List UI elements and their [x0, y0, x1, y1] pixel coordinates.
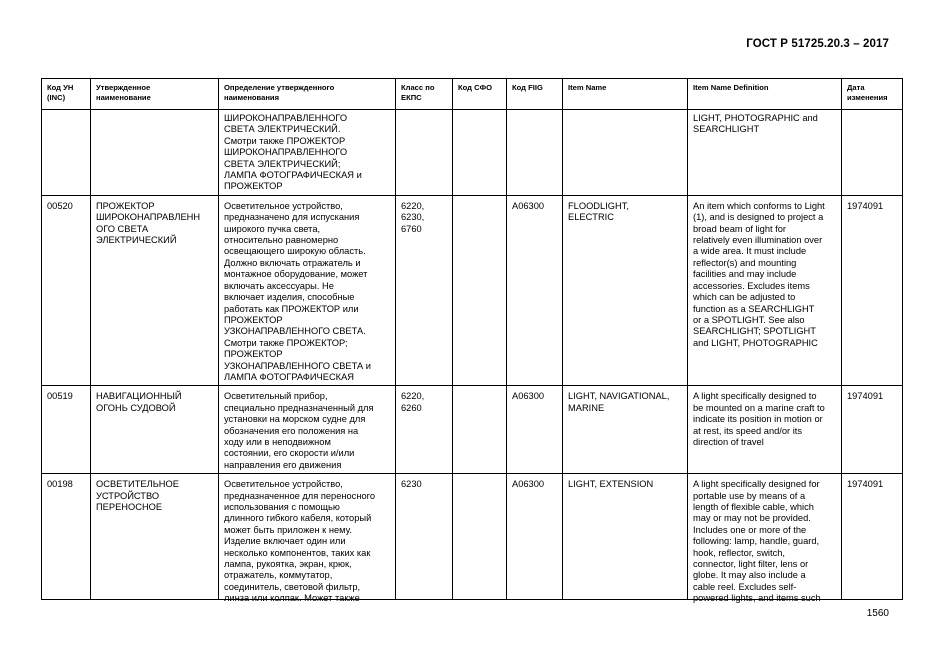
- col-ekps-class-cell: [396, 474, 453, 600]
- header-text: Код FIIG: [512, 83, 543, 92]
- header-text: Дата: [847, 83, 865, 92]
- cell-text: ОГО СВЕТА: [96, 223, 149, 234]
- col-sfo-code-cell: [453, 110, 507, 196]
- cell-text: освещающего широкую область.: [224, 246, 366, 257]
- cell-text: LIGHT, EXTENSION: [568, 479, 654, 490]
- cell-text: may or may not be provided.: [693, 513, 811, 524]
- cell-text: ОГОНЬ СУДОВОЙ: [96, 402, 176, 413]
- cell-text: portable use by means of a: [693, 490, 806, 501]
- col-item-name-header: [563, 79, 688, 110]
- col-inc-code-cell: [42, 110, 91, 196]
- cell-text: A06300: [512, 479, 545, 490]
- cell-text: which can be adjusted to: [693, 292, 796, 303]
- cell-text: relatively even illumination over: [693, 235, 823, 246]
- col-approved-name-header: [91, 79, 219, 110]
- cell-text: accessories. Excludes items: [693, 280, 810, 291]
- cell-text: length of flexible cable, which: [693, 502, 814, 512]
- document-header: ГОСТ Р 51725.20.3 – 2017: [746, 38, 889, 50]
- col-change-date-cell: [842, 474, 903, 600]
- cell-text: a wide area. It must include: [693, 246, 807, 257]
- col-approved-name-cell: [91, 386, 219, 474]
- cell-text: установки на морском судне для: [224, 414, 366, 425]
- col-item-definition-cell: [688, 474, 842, 604]
- col-inc-code-cell: [42, 474, 91, 600]
- col-item-name-cell: [563, 110, 688, 196]
- cell-text: ПРОЖЕКТОР: [224, 181, 283, 192]
- cell-text: reflector(s) and mounting: [693, 257, 797, 268]
- col-change-date-cell: [842, 195, 903, 386]
- col-fiig-code-cell: [507, 386, 563, 474]
- table-body: [42, 110, 903, 604]
- col-fiig-code-header: [507, 79, 563, 110]
- col-inc-code-header: [42, 79, 91, 110]
- cell-text: ПЕРЕНОСНОЕ: [96, 502, 163, 512]
- cell-text: отражатель, коммутатор,: [224, 570, 333, 581]
- cell-text: ЛАМПА ФОТОГРАФИЧЕСКАЯ: [224, 371, 355, 382]
- header-text: Item Name Definition: [693, 83, 769, 92]
- cell-text: or a SPOTLIGHT. See also: [693, 314, 805, 325]
- cell-text: Смотри также ПРОЖЕКТОР: [224, 135, 346, 146]
- cell-text: connector, light filter, lens or: [693, 559, 809, 570]
- cell-text: 6230,: [401, 212, 425, 223]
- cell-text: FLOODLIGHT,: [568, 200, 629, 211]
- col-ekps-class-cell: [396, 110, 453, 196]
- cell-text: широкого пучка света,: [224, 223, 321, 234]
- col-sfo-code-cell: [453, 474, 507, 600]
- cell-text: 6220,: [401, 391, 425, 402]
- cell-text: лампа, рукоятка, экран, крюк,: [224, 559, 352, 570]
- col-approved-name-cell: [91, 195, 219, 386]
- table-row: [42, 474, 903, 600]
- col-item-definition-cell: [688, 195, 842, 386]
- header-text: Утвержденное: [96, 83, 151, 92]
- cell-text: включать аксессуары. Не: [224, 280, 334, 291]
- col-change-date-cell: [842, 110, 903, 196]
- col-item-name-cell: [563, 386, 688, 474]
- table-row: [42, 110, 903, 196]
- col-fiig-code-cell: [507, 110, 563, 196]
- cell-text: A light specifically designed for: [693, 479, 820, 490]
- cell-text: A06300: [512, 391, 545, 402]
- cell-text: включает изделия, способные: [224, 292, 355, 303]
- cell-text: Изделие включает один или: [224, 536, 346, 547]
- cell-text: СВЕТА ЭЛЕКТРИЧЕСКИЙ.: [224, 124, 341, 135]
- cell-text: линза или колпак. Может также: [224, 593, 360, 604]
- cell-text: специально предназначенный для: [224, 402, 374, 413]
- cell-text: Должно включать отражатель и: [224, 257, 361, 268]
- cell-text: несколько компонентов, таких как: [224, 547, 371, 558]
- cell-text: 6260: [401, 402, 422, 413]
- col-fiig-code-cell: [507, 474, 563, 600]
- cell-text: направления его движения: [224, 459, 342, 470]
- cell-text: ОСВЕТИТЕЛЬНОЕ: [96, 479, 179, 490]
- header-text: Код УН: [47, 83, 74, 92]
- col-item-definition-cell: [688, 110, 842, 196]
- cell-text: ШИРОКОНАПРАВЛЕННОГО: [224, 147, 348, 158]
- cell-text: 1974091: [847, 391, 884, 402]
- cell-text: УЗКОНАПРАВЛЕННОГО СВЕТА и: [224, 360, 371, 371]
- col-item-definition-cell: [688, 386, 842, 474]
- header-text: Код СФО: [458, 83, 492, 92]
- col-sfo-code-cell: [453, 386, 507, 474]
- cell-text: ШИРОКОНАПРАВЛЕНН: [96, 212, 201, 223]
- cell-text: ходу или в неподвижном: [224, 436, 331, 447]
- header-text: изменения: [847, 93, 888, 102]
- table-header-row: [42, 79, 903, 110]
- cell-text: предназначено для испускания: [224, 212, 360, 223]
- col-inc-code-cell: [42, 195, 91, 386]
- col-fiig-code-cell: [507, 195, 563, 386]
- cell-text: be mounted on a marine craft to: [693, 402, 825, 413]
- cell-text: предназначенное для переносного: [224, 490, 375, 501]
- cell-text: работать как ПРОЖЕКТОР или: [224, 303, 359, 314]
- cell-text: использования с помощью: [224, 502, 340, 512]
- header-text: Определение утвержденного: [224, 83, 335, 92]
- cell-text: ЭЛЕКТРИЧЕСКИЙ: [96, 235, 177, 246]
- cell-text: following: lamp, handle, guard,: [693, 536, 820, 547]
- header-text: (INC): [47, 93, 66, 102]
- cell-text: broad beam of light for: [693, 223, 787, 234]
- cell-text: direction of travel: [693, 436, 764, 447]
- cell-text: SEARCHLIGHT: [693, 124, 760, 135]
- cell-text: ПРОЖЕКТОР: [224, 349, 283, 360]
- col-sfo-code-cell: [453, 195, 507, 386]
- col-approved-name-cell: [91, 474, 219, 600]
- col-item-name-cell: [563, 474, 688, 600]
- cell-text: длинного гибкого кабеля, который: [224, 513, 372, 524]
- cell-text: УСТРОЙСТВО: [96, 490, 160, 501]
- col-definition-cell: [219, 474, 396, 604]
- cell-text: ПРОЖЕКТОР: [224, 314, 283, 325]
- col-definition-cell: [219, 195, 396, 386]
- cell-text: 6230: [401, 479, 422, 490]
- header-text: ЕКПС: [401, 93, 422, 102]
- cell-text: A06300: [512, 200, 545, 211]
- cell-text: (1), and is designed to project a: [693, 212, 824, 223]
- cell-text: Осветительное устройство,: [224, 479, 343, 490]
- page-number: 1560: [866, 608, 889, 619]
- col-inc-code-cell: [42, 386, 91, 474]
- col-definition-header: [219, 79, 396, 110]
- col-item-name-cell: [563, 195, 688, 386]
- cell-text: indicate its position in motion or: [693, 414, 823, 425]
- cell-text: обозначения его положения на: [224, 425, 359, 436]
- cell-text: соединитель, световой фильтр,: [224, 581, 361, 592]
- cell-text: An item which conforms to Light: [693, 200, 825, 211]
- col-change-date-header: [842, 79, 903, 110]
- cell-text: ПРОЖЕКТОР: [96, 200, 155, 211]
- col-ekps-class-cell: [396, 195, 453, 386]
- cell-text: SEARCHLIGHT; SPOTLIGHT: [693, 326, 816, 337]
- cell-text: Осветительный прибор,: [224, 391, 328, 402]
- col-ekps-class-cell: [396, 386, 453, 474]
- header-text: наименования: [224, 93, 280, 102]
- cell-text: Includes one or more of the: [693, 524, 807, 535]
- cell-text: at rest, its speed and/or its: [693, 425, 803, 436]
- header-text: Класс по: [401, 83, 435, 92]
- col-definition-cell: [219, 386, 396, 474]
- header-text: Item Name: [568, 83, 607, 92]
- cell-text: hook, reflector, switch,: [693, 547, 785, 558]
- cell-text: 1974091: [847, 200, 884, 211]
- cell-text: ELECTRIC: [568, 212, 614, 223]
- cell-text: относительно равномерно: [224, 235, 339, 246]
- cell-text: УЗКОНАПРАВЛЕННОГО СВЕТА.: [224, 326, 366, 337]
- cell-text: LIGHT, NAVIGATIONAL,: [568, 391, 670, 402]
- cell-text: powered lights, and items such: [693, 593, 821, 604]
- cell-text: globe. It may also include a: [693, 570, 806, 581]
- col-item-definition-header: [688, 79, 842, 110]
- cell-text: cable reel. Excludes self-: [693, 581, 797, 592]
- col-ekps-class-header: [396, 79, 453, 110]
- cell-text: состоянии, его скорости и/или: [224, 448, 355, 459]
- cell-text: A light specifically designed to: [693, 391, 817, 402]
- cell-text: 00520: [47, 200, 73, 211]
- cell-text: Смотри также ПРОЖЕКТОР;: [224, 337, 348, 348]
- header-text: наименование: [96, 93, 151, 102]
- cell-text: 6760: [401, 223, 422, 234]
- table-row: [42, 386, 903, 474]
- cell-text: facilities and may include: [693, 269, 797, 280]
- cell-text: Осветительное устройство,: [224, 200, 343, 211]
- cell-text: ЛАМПА ФОТОГРАФИЧЕСКАЯ и: [224, 170, 362, 181]
- cell-text: может быть приложен к нему.: [224, 524, 352, 535]
- cell-text: function as a SEARCHLIGHT: [693, 303, 815, 314]
- cell-text: MARINE: [568, 402, 605, 413]
- cell-text: LIGHT, PHOTOGRAPHIC and: [693, 113, 818, 123]
- col-change-date-cell: [842, 386, 903, 474]
- table-row: [42, 195, 903, 386]
- cell-text: монтажное оборудование, может: [224, 269, 368, 280]
- cell-text: and LIGHT, PHOTOGRAPHIC: [693, 337, 818, 348]
- classification-table: [41, 78, 903, 604]
- cell-text: НАВИГАЦИОННЫЙ: [96, 391, 182, 402]
- cell-text: 00198: [47, 479, 73, 490]
- col-sfo-code-header: [453, 79, 507, 110]
- cell-text: 1974091: [847, 479, 884, 490]
- cell-text: 00519: [47, 391, 73, 402]
- col-approved-name-cell: [91, 110, 219, 196]
- cell-text: 6220,: [401, 200, 425, 211]
- cell-text: ШИРОКОНАПРАВЛЕННОГО: [224, 113, 348, 123]
- col-definition-cell: [219, 110, 396, 196]
- cell-text: СВЕТА ЭЛЕКТРИЧЕСКИЙ;: [224, 158, 341, 169]
